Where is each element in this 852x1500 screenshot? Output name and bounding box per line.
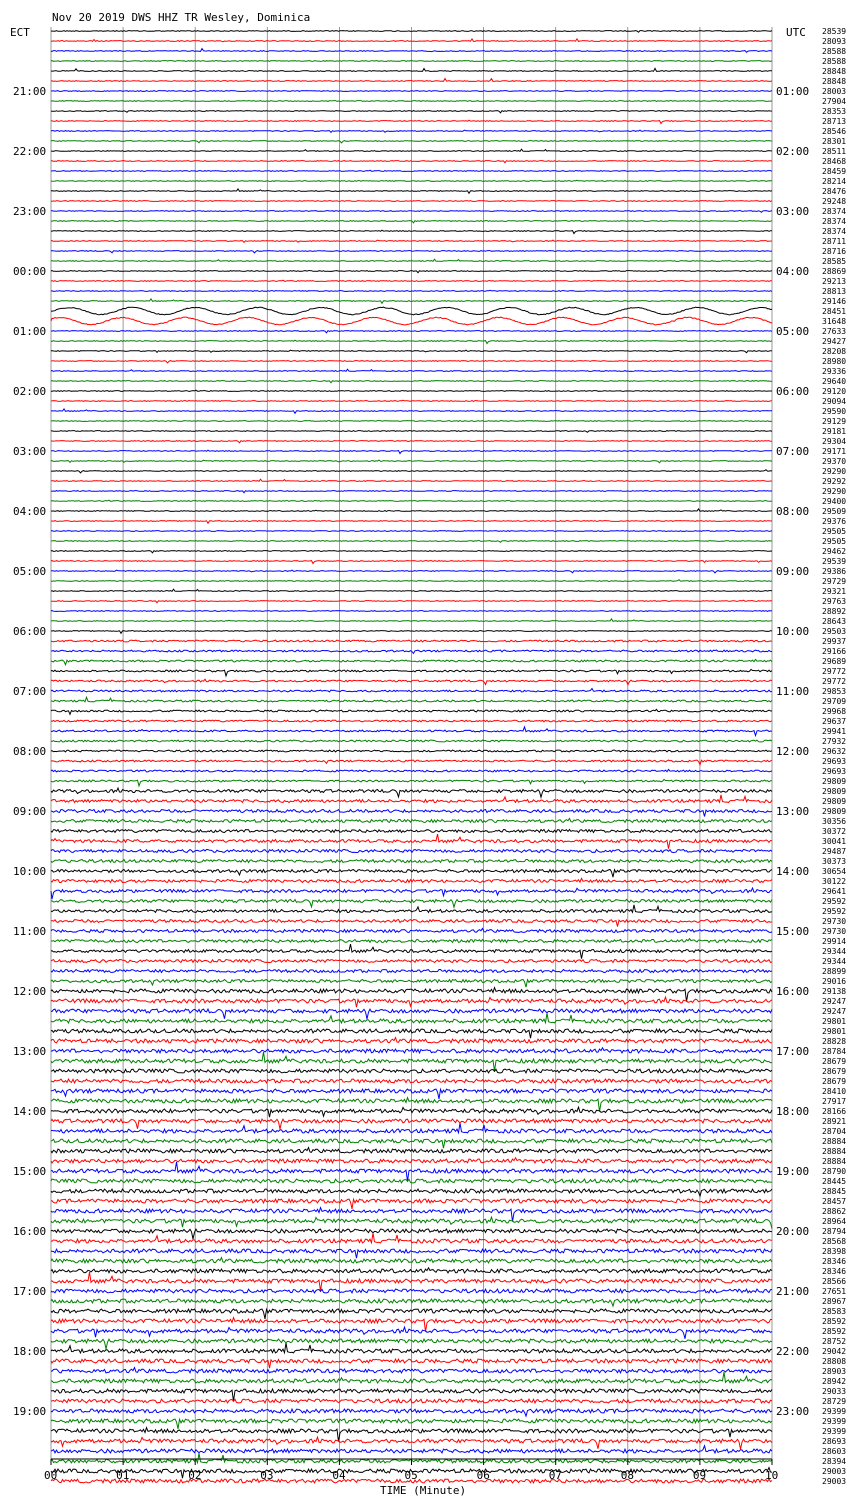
- trace-scale-label: 27917: [822, 1097, 847, 1106]
- trace-scale-label: 29094: [822, 397, 847, 406]
- right-hour-label: 08:00: [776, 505, 810, 518]
- trace-scale-label: 29016: [822, 977, 847, 986]
- trace-scale-label: 29641: [822, 887, 847, 896]
- trace-scale-label: 28410: [822, 1087, 847, 1096]
- trace-scale-label: 28214: [822, 177, 847, 186]
- trace-scale-label: 29503: [822, 627, 847, 636]
- trace-scale-label: 29399: [822, 1427, 847, 1436]
- trace-scale-label: 29853: [822, 687, 847, 696]
- right-hour-label: 02:00: [776, 145, 810, 158]
- left-hour-label: 01:00: [13, 325, 47, 338]
- trace-scale-label: 29539: [822, 557, 847, 566]
- trace-scale-label: 28588: [822, 57, 847, 66]
- trace-scale-label: 29003: [822, 1477, 847, 1486]
- trace-scale-label: 29941: [822, 727, 847, 736]
- trace-scale-label: 28539: [822, 27, 847, 36]
- trace-scale-label: 29129: [822, 417, 847, 426]
- trace-scale-label: 29376: [822, 517, 847, 526]
- trace-scale-label: 28679: [822, 1067, 847, 1076]
- trace-scale-label: 29487: [822, 847, 847, 856]
- trace-scale-label: 28457: [822, 1197, 847, 1206]
- trace-scale-label: 29801: [822, 1027, 847, 1036]
- trace-scale-label: 29336: [822, 367, 847, 376]
- left-hour-label: 21:00: [13, 85, 47, 98]
- trace-scale-label: 29730: [822, 927, 847, 936]
- trace-scale-label: 28711: [822, 237, 847, 246]
- trace-scale-label: 29427: [822, 337, 847, 346]
- trace-scale-label: 28784: [822, 1047, 847, 1056]
- right-hour-label: 17:00: [776, 1045, 810, 1058]
- trace-scale-label: 28346: [822, 1257, 847, 1266]
- trace-scale-label: 28942: [822, 1377, 847, 1386]
- trace-scale-label: 28813: [822, 287, 847, 296]
- left-hour-label: 10:00: [13, 865, 47, 878]
- trace-scale-label: 28679: [822, 1057, 847, 1066]
- trace-scale-label: 28592: [822, 1327, 847, 1336]
- trace-scale-label: 29120: [822, 387, 847, 396]
- trace-scale-label: 28967: [822, 1297, 847, 1306]
- trace-scale-label: 29321: [822, 587, 847, 596]
- trace-scale-values: [822, 27, 846, 1486]
- trace-scale-label: 29399: [822, 1417, 847, 1426]
- right-hour-label: 19:00: [776, 1165, 810, 1178]
- trace-scale-label: 29772: [822, 677, 847, 686]
- left-hour-label: 00:00: [13, 265, 47, 278]
- trace-scale-label: 28848: [822, 67, 847, 76]
- trace-scale-label: 29033: [822, 1387, 847, 1396]
- left-hour-label: 18:00: [13, 1345, 47, 1358]
- left-hour-label: 05:00: [13, 565, 47, 578]
- x-axis-title: TIME (Minute): [380, 1484, 467, 1497]
- seismic-trace: [51, 421, 772, 422]
- right-timezone-label: UTC: [786, 26, 806, 39]
- trace-scale-label: 28374: [822, 207, 847, 216]
- right-hour-label: 14:00: [776, 865, 810, 878]
- left-hour-label: 17:00: [13, 1285, 47, 1298]
- trace-scale-label: 29763: [822, 597, 847, 606]
- trace-scale-label: 29640: [822, 377, 847, 386]
- trace-scale-label: 29344: [822, 947, 847, 956]
- trace-scale-label: 28476: [822, 187, 847, 196]
- trace-scale-label: 28546: [822, 127, 847, 136]
- seismic-trace: [51, 611, 772, 612]
- trace-scale-label: 29809: [822, 787, 847, 796]
- trace-scale-label: 28794: [822, 1227, 847, 1236]
- trace-scale-label: 28398: [822, 1247, 847, 1256]
- trace-scale-label: 30372: [822, 827, 847, 836]
- trace-scale-label: 29809: [822, 807, 847, 816]
- left-hour-label: 22:00: [13, 145, 47, 158]
- trace-scale-label: 29709: [822, 697, 847, 706]
- trace-scale-label: 28752: [822, 1337, 847, 1346]
- x-tick-label: 05: [404, 1469, 418, 1482]
- trace-scale-label: 28828: [822, 1037, 847, 1046]
- trace-scale-label: 29304: [822, 437, 847, 446]
- trace-scale-label: 28445: [822, 1177, 847, 1186]
- right-hour-label: 10:00: [776, 625, 810, 638]
- x-tick-label: 04: [332, 1469, 346, 1482]
- left-hour-label: 06:00: [13, 625, 47, 638]
- right-hour-label: 13:00: [776, 805, 810, 818]
- seismic-trace: [51, 101, 772, 102]
- trace-scale-label: 29590: [822, 407, 847, 416]
- trace-scale-label: 27651: [822, 1287, 847, 1296]
- trace-scale-label: 29386: [822, 567, 847, 576]
- trace-scale-label: 30041: [822, 837, 847, 846]
- trace-scale-label: 28884: [822, 1137, 847, 1146]
- right-hour-label: 12:00: [776, 745, 810, 758]
- x-tick-label: 06: [476, 1469, 490, 1482]
- trace-scale-label: 28729: [822, 1397, 847, 1406]
- left-hour-label: 02:00: [13, 385, 47, 398]
- trace-scale-label: 29247: [822, 1007, 847, 1016]
- x-tick-label: 08: [620, 1469, 635, 1482]
- trace-scale-label: 28459: [822, 167, 847, 176]
- trace-scale-label: 29632: [822, 747, 847, 756]
- right-hour-label: 16:00: [776, 985, 810, 998]
- trace-scale-label: 28980: [822, 357, 847, 366]
- trace-scale-label: 29968: [822, 707, 847, 716]
- right-hour-label: 05:00: [776, 325, 810, 338]
- trace-scale-label: 28346: [822, 1267, 847, 1276]
- trace-scale-label: 28301: [822, 137, 847, 146]
- trace-scale-label: 28451: [822, 307, 847, 316]
- minute-gridlines: [51, 27, 772, 1459]
- trace-scale-label: 28511: [822, 147, 847, 156]
- left-hour-label: 08:00: [13, 745, 47, 758]
- right-hour-label: 01:00: [776, 85, 810, 98]
- trace-scale-label: 29693: [822, 767, 847, 776]
- left-hour-label: 09:00: [13, 805, 47, 818]
- trace-scale-label: 28884: [822, 1147, 847, 1156]
- right-hour-label: 15:00: [776, 925, 810, 938]
- trace-scale-label: 29042: [822, 1347, 847, 1356]
- x-tick-label: 07: [548, 1469, 562, 1482]
- trace-scale-label: 28845: [822, 1187, 847, 1196]
- trace-scale-label: 28643: [822, 617, 847, 626]
- trace-scale-label: 28869: [822, 267, 847, 276]
- trace-scale-label: 28566: [822, 1277, 847, 1286]
- trace-scale-label: 28568: [822, 1237, 847, 1246]
- x-tick-label: 01: [116, 1469, 130, 1482]
- trace-scale-label: 29592: [822, 897, 847, 906]
- seismic-trace: [51, 201, 772, 202]
- trace-scale-label: 29138: [822, 987, 847, 996]
- trace-scale-label: 28588: [822, 47, 847, 56]
- trace-scale-label: 29592: [822, 907, 847, 916]
- x-tick-label: 09: [692, 1469, 707, 1482]
- trace-scale-label: 29292: [822, 477, 847, 486]
- trace-scale-label: 29809: [822, 777, 847, 786]
- right-hour-label: 03:00: [776, 205, 810, 218]
- trace-scale-label: 28790: [822, 1167, 847, 1176]
- trace-scale-label: 28964: [822, 1217, 847, 1226]
- trace-scale-label: 28716: [822, 247, 847, 256]
- trace-scale-label: 28353: [822, 107, 847, 116]
- right-hour-label: 22:00: [776, 1345, 810, 1358]
- x-tick-label: 10: [765, 1469, 779, 1482]
- right-hour-label: 07:00: [776, 445, 810, 458]
- trace-scale-label: 28394: [822, 1457, 847, 1466]
- x-tick-label: 00: [44, 1469, 58, 1482]
- left-hour-label: 12:00: [13, 985, 47, 998]
- trace-scale-label: 29181: [822, 427, 847, 436]
- trace-scale-label: 29637: [822, 717, 847, 726]
- right-hour-label: 06:00: [776, 385, 810, 398]
- trace-scale-label: 27904: [822, 97, 847, 106]
- trace-scale-label: 27932: [822, 737, 847, 746]
- trace-scale-label: 30654: [822, 867, 847, 876]
- trace-scale-label: 29509: [822, 507, 847, 516]
- left-hour-label: 03:00: [13, 445, 47, 458]
- trace-scale-label: 28808: [822, 1357, 847, 1366]
- left-hour-label: 23:00: [13, 205, 47, 218]
- trace-scale-label: 29213: [822, 277, 847, 286]
- trace-scale-label: 29400: [822, 497, 847, 506]
- trace-scale-label: 28899: [822, 967, 847, 976]
- x-tick-label: 02: [188, 1469, 202, 1482]
- trace-scale-label: 29248: [822, 197, 847, 206]
- trace-scale-label: 29290: [822, 467, 847, 476]
- trace-scale-label: 29772: [822, 667, 847, 676]
- trace-scale-label: 28603: [822, 1447, 847, 1456]
- trace-scale-label: 28374: [822, 217, 847, 226]
- trace-scale-label: 28884: [822, 1157, 847, 1166]
- x-tick-label: 03: [260, 1469, 274, 1482]
- trace-scale-label: 29399: [822, 1407, 847, 1416]
- right-hour-label: 21:00: [776, 1285, 810, 1298]
- right-hour-label: 09:00: [776, 565, 810, 578]
- left-hour-label: 14:00: [13, 1105, 47, 1118]
- trace-scale-label: 30122: [822, 877, 847, 886]
- left-hour-label: 19:00: [13, 1405, 47, 1418]
- trace-scale-label: 28713: [822, 117, 847, 126]
- trace-scale-label: 29171: [822, 447, 847, 456]
- right-hour-label: 20:00: [776, 1225, 810, 1238]
- trace-scale-label: 28693: [822, 1437, 847, 1446]
- trace-scale-label: 28003: [822, 87, 847, 96]
- trace-scale-label: 28585: [822, 257, 847, 266]
- seismic-trace: [51, 280, 772, 281]
- trace-scale-label: 30356: [822, 817, 847, 826]
- trace-scale-label: 28374: [822, 227, 847, 236]
- trace-scale-label: 28903: [822, 1367, 847, 1376]
- trace-scale-label: 29003: [822, 1467, 847, 1476]
- trace-scale-label: 29370: [822, 457, 847, 466]
- trace-scale-label: 29809: [822, 797, 847, 806]
- left-hour-label: 15:00: [13, 1165, 47, 1178]
- right-hour-label: 11:00: [776, 685, 810, 698]
- seismic-trace: [51, 180, 772, 181]
- trace-scale-label: 29801: [822, 1017, 847, 1026]
- chart-title: Nov 20 2019 DWS HHZ TR Wesley, Dominica: [52, 11, 311, 24]
- trace-scale-label: 30373: [822, 857, 847, 866]
- trace-scale-label: 28848: [822, 77, 847, 86]
- trace-scale-label: 29729: [822, 577, 847, 586]
- trace-scale-label: 28704: [822, 1127, 847, 1136]
- right-hour-label: 18:00: [776, 1105, 810, 1118]
- trace-scale-label: 28921: [822, 1117, 847, 1126]
- left-hour-label: 11:00: [13, 925, 47, 938]
- trace-scale-label: 29166: [822, 647, 847, 656]
- left-hour-label: 16:00: [13, 1225, 47, 1238]
- left-hour-label: 07:00: [13, 685, 47, 698]
- trace-scale-label: 28583: [822, 1307, 847, 1316]
- left-hour-label: 04:00: [13, 505, 47, 518]
- left-hour-labels: [13, 85, 46, 1418]
- trace-scale-label: 29462: [822, 547, 847, 556]
- trace-scale-label: 28166: [822, 1107, 847, 1116]
- left-timezone-label: ECT: [10, 26, 30, 39]
- left-hour-label: 13:00: [13, 1045, 47, 1058]
- trace-scale-label: 29693: [822, 757, 847, 766]
- trace-scale-label: 28208: [822, 347, 847, 356]
- trace-scale-label: 29689: [822, 657, 847, 666]
- trace-scale-label: 29344: [822, 957, 847, 966]
- right-hour-labels: [776, 85, 809, 1418]
- trace-scale-label: 28679: [822, 1077, 847, 1086]
- seismic-trace: [51, 91, 772, 92]
- trace-scale-label: 28093: [822, 37, 847, 46]
- trace-scale-label: 28468: [822, 157, 847, 166]
- trace-scale-label: 29914: [822, 937, 847, 946]
- trace-scale-label: 29505: [822, 527, 847, 536]
- trace-scale-label: 28862: [822, 1207, 847, 1216]
- trace-scale-label: 27633: [822, 327, 847, 336]
- trace-scale-label: 28892: [822, 607, 847, 616]
- trace-scale-label: 28592: [822, 1317, 847, 1326]
- trace-scale-label: 29937: [822, 637, 847, 646]
- right-hour-label: 23:00: [776, 1405, 810, 1418]
- trace-scale-label: 29146: [822, 297, 847, 306]
- right-hour-label: 04:00: [776, 265, 810, 278]
- trace-scale-label: 31648: [822, 317, 847, 326]
- trace-scale-label: 29730: [822, 917, 847, 926]
- trace-scale-label: 29247: [822, 997, 847, 1006]
- trace-scale-label: 29290: [822, 487, 847, 496]
- seismic-trace: [51, 400, 772, 401]
- trace-scale-label: 29505: [822, 537, 847, 546]
